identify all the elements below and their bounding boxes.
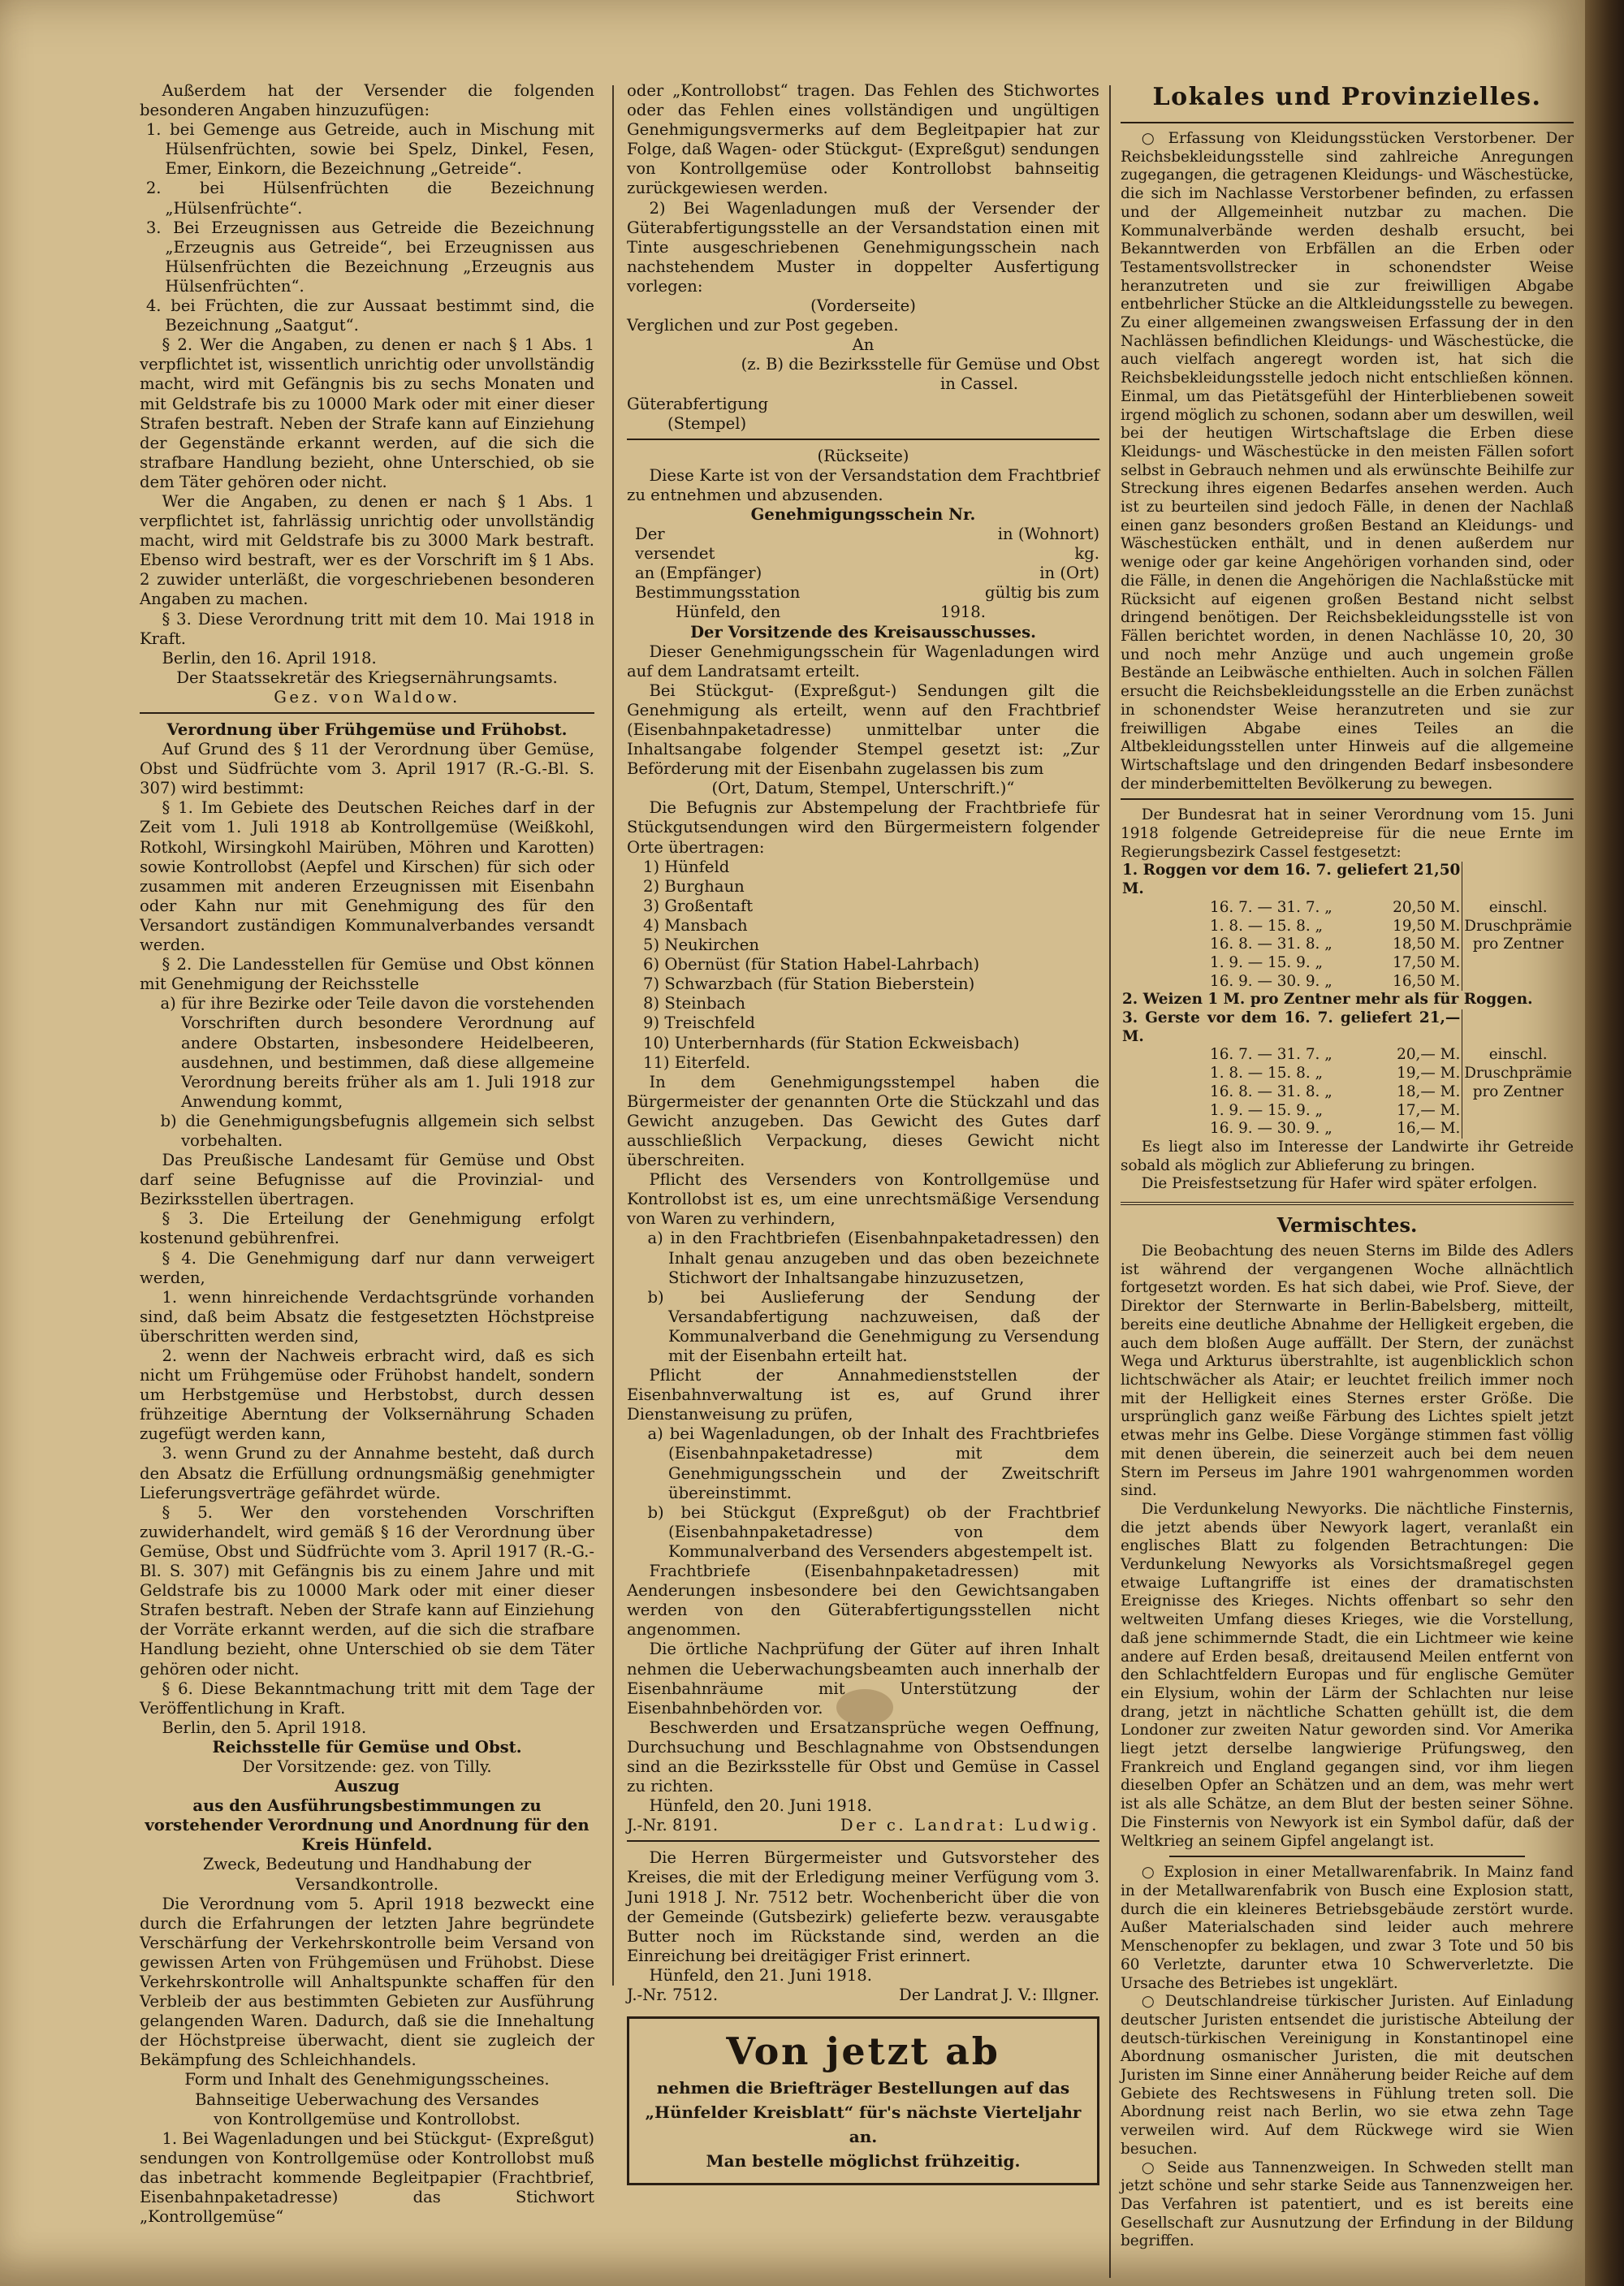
list-item: 1. wenn hinreichende Verdachtsgründe vorhanden sind, daß beim Absatz die festgesetzten Höchstpreise überschritten werden sind, <box>140 1287 594 1346</box>
paragraph: Diese Karte ist von der Versandstation dem Frachtbrief zu entnehmen und abzusenden. <box>627 465 1099 504</box>
list-item: b) bei Auslieferung der Sendung der Versandabfertigung nachzuweisen, daß der Kommunalverband die Genehmigung zu Versendung mit der Eisenbahn erteilt hat. <box>647 1287 1099 1365</box>
section-rule <box>627 1840 1099 1842</box>
section-subheading: Zweck, Bedeutung und Handhabung der Versandkontrolle. <box>202 1855 532 1894</box>
signature: Der Staatssekretär des Kriegsernährungsamts. <box>176 668 558 687</box>
table-cell: 16. 8. — 31. 8. „ <box>1210 936 1332 953</box>
paragraph: 2) Bei Wagenladungen muß der Versender der Güterabfertigungsstelle an der Versandstation einen mit Tinte ausgeschriebenen Genehmigungsschein nach nachstehendem Muster in doppelter Ausfertigung vorlegen: <box>627 198 1099 296</box>
form-row <box>635 525 1099 544</box>
paragraph: (Ort, Datum, Stempel, Unterschrift.)“ <box>711 779 1015 798</box>
signature: Reichsstelle für Gemüse und Obst. <box>212 1737 522 1757</box>
table-cell: 18,50 M. <box>1393 936 1461 953</box>
paragraph: Dieser Genehmigungsschein für Wagenladungen wird auf dem Landratsamt erteilt. <box>627 642 1099 681</box>
form-label: in (Ort) <box>1039 564 1099 583</box>
form-label: 1918. <box>939 603 986 622</box>
date-line: Berlin, den 5. April 1918. <box>162 1718 367 1737</box>
signature: Der Vorsitzende: gez. von Tilly. <box>242 1757 492 1776</box>
signature-row <box>627 1816 1099 1835</box>
section-subheading: aus den Ausführungsbestimmungen zu vorstehender Verordnung und Anordnung für den Kreis Hünfeld. <box>145 1796 590 1855</box>
table-cell: 17,50 M. <box>1393 953 1461 971</box>
reference-number: J.-Nr. 8191. <box>627 1816 719 1835</box>
list-item: 4) Mansbach <box>643 915 748 935</box>
table-cell: 19,50 M. <box>1393 917 1461 935</box>
list-item: 3. Bei Erzeugnissen aus Getreide die Bezeichnung „Erzeugnis aus Getreide“, bei Erzeugnissen aus Hülsenfrüchten die Bezeichnung „Erzeugnis aus Hülsenfrüchten“. <box>145 218 594 296</box>
table-row <box>1121 1009 1574 1046</box>
form-label: versendet <box>635 544 715 564</box>
table-cell: 16. 9. — 30. 9. „ <box>1210 972 1332 990</box>
table-cell: 2. Weizen 1 M. pro Zentner mehr als für Roggen. <box>1122 991 1533 1009</box>
section-subheading: Bahnseitige Ueberwachung des Versandes <box>195 2089 539 2109</box>
list-item: 4. bei Früchten, die zur Aussaat bestimmt sind, die Bezeichnung „Saatgut“. <box>145 296 594 335</box>
article: ○ Seide aus Tannenzweigen. In Schweden stellt man jetzt schöne und sehr starke Seide aus Tannenzweigen her. Das Verfahren ist patentiert, und es ist bereits eine Gesellschaft zur Ausnutzung der Erfindung in der Bildung begriffen. <box>1121 2159 1574 2250</box>
paragraph: § 1. Im Gebiete des Deutschen Reiches darf in der Zeit vom 1. Juli 1918 ab Kontrollgemüse (Weißkohl, Rotkohl, Wirsingkohl Mairüben, Möhren und Karotten) sowie Kontrollobst (Aepfel und Kirschen) für sich oder zusammen mit anderen Erzeugnissen mit Eisenbahn oder Kahn nur mit Genehmigung des für den Versandort zuständigen Kommunalverbandes versandt werden. <box>140 798 594 955</box>
paragraph: § 2. Die Landesstellen für Gemüse und Obst können mit Genehmigung der Reichsstelle <box>140 955 594 994</box>
section-rule <box>1121 122 1574 123</box>
paragraph: § 2. Wer die Angaben, zu denen er nach § 1 Abs. 1 verpflichtet ist, wissentlich unrichtig oder unvollständig macht, wird mit Gefängnis bis zu sechs Monaten und mit Geldstrafe bis zu 10000 Mark oder mit einer dieser Strafen bestraft. Neben der Strafe kann auf Einziehung der Gegenstände erkannt werden, auf die sich die strafbare Handlung bezieht, ohne Unterschied, ob sie dem Täter gehören oder nicht. <box>140 335 594 491</box>
section-rule <box>1121 1202 1574 1205</box>
table-cell: 16,50 M. <box>1393 972 1461 990</box>
town-list <box>627 858 1099 1073</box>
paragraph: § 6. Diese Bekanntmachung tritt mit dem Tage der Veröffentlichung in Kraft. <box>140 1679 594 1718</box>
table-cell: 16. 8. — 31. 8. „ <box>1210 1083 1332 1100</box>
list-item: a) für ihre Bezirke oder Teile davon die vorstehenden Vorschriften durch besondere Verordnung auf andere Obstarten, insbesondere Heidelbeeren, ausdehnen, und bestimmen, daß diese allgemeine Verordnung bereits früher als am 1. Juli 1918 zur Anwendung kommt, <box>160 994 594 1111</box>
form-line: Verglichen und zur Post gegeben. <box>627 316 899 335</box>
paragraph: Die örtliche Nachprüfung der Güter auf ihren Inhalt nehmen die Ueberwachungsbeamten auch innerhalb der Eisenbahnräume mit Unterstützung der Eisenbahnbehörden vor. <box>627 1640 1099 1718</box>
article: Die Verdunkelung Newyorks. Die nächtliche Finsternis, die jetzt abends über Newyork lagert, veranlaßt ein englisches Blatt zu folgenden Betrachtungen: Die Verdunkelung Newyorks als Vorsichtsmaßregel gegen etwaige Luftangriffe ist eines der dramatischsten Ereignisse des Krieges. Nichts offenbart so sehr den weltweiten Umfang dieses Krieges, wie die Vorstellung, daß jene schimmernde Stadt, die ein Lichtmeer wie keine andere auf Erden besaß, dreitausend Meilen entfernt von den Schlachtfeldern Europas und für englische Gemüter ein Elysium, wohin der Lärm der Schlachten nur leise drang, jetzt in nächtliche Schatten gehüllt ist, die dem Londoner zur zweiten Natur geworden sind. Vor Amerika liegt jetzt derselbe langwierige Prüfungsweg, den Frankreich und England gegangen sind, vor ihm liegen dieselben Opfer an Schätzen und an dem, was mehr wert ist als alle Schätze, an dem Blut der besten seiner Söhne. Die Finsternis von Newyork ist ein Symbol dafür, daß der Weltkrieg an seinem Gipfel angelangt ist. <box>1121 1500 1574 1850</box>
table-cell: 20,— M. <box>1397 1046 1461 1064</box>
list-item: 5) Neukirchen <box>643 936 760 955</box>
section-subheading: Form und Inhalt des Genehmigungsscheines. <box>184 2070 550 2089</box>
signature: Der c. Landrat: Ludwig. <box>840 1816 1099 1835</box>
reference-number: J.-Nr. 7512. <box>627 1986 719 2004</box>
paragraph: Die Befugnis zur Abstempelung der Frachtbriefe für Stückgutsendungen wird den Bürgermeistern folgender Orte übertragen: <box>627 798 1099 857</box>
list-item: 3. wenn Grund zu der Annahme besteht, daß durch den Absatz die Erfüllung ordnungsmäßig genehmigter Lieferungsverträge gefährdet würde. <box>140 1444 594 1502</box>
grain-price-table <box>1121 862 1574 1139</box>
paragraph: Die Preisfestsetzung für Hafer wird später erfolgen. <box>1141 1175 1538 1193</box>
ad-line: „Hünfelder Kreisblatt“ für's nächste Vierteljahr an. <box>645 2102 1082 2147</box>
form-rule <box>627 439 1099 440</box>
form-heading: Genehmigungsschein Nr. <box>750 504 976 524</box>
list-item: 7) Schwarzbach (für Station Bieberstein) <box>643 974 975 994</box>
paragraph: § 3. Diese Verordnung tritt mit dem 10. Mai 1918 in Kraft. <box>140 609 594 648</box>
form-label: an (Empfänger) <box>635 564 762 583</box>
section-title: Lokales und Provinzielles. <box>1152 83 1542 111</box>
paragraph: Die Herren Bürgermeister und Gutsvorsteher des Kreises, die mit der Erledigung meiner Verfügung vom 3. Juni 1918 J. Nr. 7512 betr. Wochenbericht über die von der Gemeinde (Gutsbezirk) gelieferte bezw. verausgabte Butter noch im Rückstande sind, werden an die Einreichung bei dreitägiger Frist erinnert. <box>627 1848 1099 1965</box>
list-item: 3) Großentaft <box>643 896 754 915</box>
list-item: 2) Burghaun <box>643 876 745 896</box>
section-heading: Auszug <box>335 1777 400 1796</box>
table-cell: 19,— M. <box>1397 1065 1461 1083</box>
paragraph: Wer die Angaben, zu denen er nach § 1 Abs. 1 verpflichtet ist, fahrlässig unrichtig oder unvollständig macht, wird mit Geldstrafe bis zu 3000 Mark bestraft. Ebenso wird bestraft, wer es der Vorschrift im § 1 Abs. 2 zuwider unterläßt, die vorgeschriebenen besonderen Angaben zu machen. <box>140 491 594 609</box>
paragraph: Bei Stückgut- (Expreßgut-) Sendungen gilt die Genehmigung als erteilt, wenn auf den Frachtbrief (Eisenbahnpaketadresse) unmittelbar unter die Inhaltsangabe folgender Stempel gesetzt ist: „Zur Beförderung mit der Eisenbahn zugelassen bis zum <box>627 681 1099 779</box>
section-title: Vermischtes. <box>1276 1213 1418 1238</box>
list-item: 6) Obernüst (für Station Habel-Lahrbach) <box>643 955 980 974</box>
form-row <box>635 603 1099 622</box>
list-item: 10) Unterbernhards (für Station Eckweisbach) <box>643 1033 1020 1052</box>
book-binding <box>1585 0 1624 2286</box>
table-cell: 16. 7. — 31. 7. „ <box>1210 1046 1332 1064</box>
list-item: 1. bei Gemenge aus Getreide, auch in Mischung mit Hülsenfrüchten, sowie bei Spelz, Dinkel, Fesen, Emer, Einkorn, die Bezeichnung „Getreide“. <box>145 120 594 179</box>
form-label: (Rückseite) <box>817 446 909 465</box>
form-line: An <box>852 335 875 355</box>
paragraph: § 3. Die Erteilung der Genehmigung erfolgt kostenund gebührenfrei. <box>140 1209 594 1248</box>
table-cell: 1. Roggen vor dem 16. 7. geliefert 21,50 M. <box>1122 862 1461 898</box>
table-cell: 16. 7. — 31. 7. „ <box>1210 898 1332 916</box>
list-item: 2. wenn der Nachweis erbracht wird, daß es sich nicht um Frühgemüse oder Frühobst handelt, sondern um Herbstgemüse und Herbstobst, durch dessen frühzeitige Aberntung der Volksernährung Schaden zugefügt werden kann, <box>140 1346 594 1444</box>
form-label: (Vorderseite) <box>810 296 916 316</box>
paragraph: § 4. Die Genehmigung darf nur dann verweigert werden, <box>140 1248 594 1287</box>
table-note: einschl. Druschprämie pro Zentner <box>1462 862 1574 991</box>
paragraph: Das Preußische Landesamt für Gemüse und Obst darf seine Befugnisse auf die Provinzial- und Bezirksstellen übertragen. <box>140 1151 594 1209</box>
paragraph: In dem Genehmigungsstempel haben die Bürgermeister der genannten Orte die Stückzahl und das Gewicht anzugeben. Das Gewicht des Gutes darf ausschließlich Verpackung, dieses Gewicht nicht überschreiten. <box>627 1072 1099 1170</box>
article: ○ Explosion in einer Metallwarenfabrik. In Mainz fand in der Metallwarenfabrik von Busch eine Explosion statt, durch die ein kleineres Betriebsgebäude zerstört wurde. Außer Materialschaden sind leider auch mehrere Menschenopfer zu beklagen, und zwar 3 Tote und 50 bis 60 Verletzte, darunter etwa 10 Schwerverletzte. Die Ursache des Betriebes ist ungeklärt. <box>1121 1864 1574 1992</box>
form-row <box>635 544 1099 564</box>
paragraph: § 5. Wer den vorstehenden Vorschriften zuwiderhandelt, wird gemäß § 16 der Verordnung über Gemüse, Obst und Südfrüchte vom 3. April 1917 (R.-G.-Bl. S. 307) mit Gefängnis bis zu einem Jahre und mit Geldstrafe bis zu 10000 Mark oder mit einer dieser Strafen bestraft. Neben der Strafe kann auf Einziehung der Vorräte erkannt werden, auf die sich die strafbare Handlung bezieht, ohne Unterschied ob sie dem Täter gehören oder nicht. <box>140 1502 594 1679</box>
table-cell: 20,50 M. <box>1393 898 1461 916</box>
paragraph: Auf Grund des § 11 der Verordnung über Gemüse, Obst und Südfrüchte vom 3. April 1917 (R.-G.-Bl. S. 307) wird bestimmt: <box>140 740 594 798</box>
form-line: (Stempel) <box>667 413 747 433</box>
form-line: (z. B) die Bezirksstelle für Gemüse und Obst <box>741 355 1099 374</box>
section-rule <box>140 712 594 714</box>
article-rule <box>1169 1856 1525 1857</box>
section-subheading: von Kontrollgemüse und Kontrollobst. <box>214 2109 520 2128</box>
table-cell: 1. 9. — 15. 9. „ <box>1210 953 1324 971</box>
ad-line: nehmen die Briefträger Bestellungen auf das <box>656 2078 1070 2098</box>
form-label: Bestimmungsstation <box>635 583 801 603</box>
table-cell: 18,— M. <box>1397 1083 1461 1100</box>
section-heading: Verordnung über Frühgemüse und Frühobst. <box>166 720 568 739</box>
article: Die Beobachtung des neuen Sterns im Bilde des Adlers ist während der vergangenen Woche allnächtlich fortgesetzt worden. Es hat sich dabei, wie Prof. Sieve, der Direktor der Sternwarte in Berlin-Babelsberg, mitteilt, bereits eine deutliche Abnahme der Helligkeit ergeben, die auch dem bloßen Auge auffällt. Der Stern, der zunächst Wega und Arkturus überstrahlte, ist augenblicklich schon lichtschwächer als Atair; er leuchtet freilich immer noch mit der Helligkeit eines Sternes erster Größe. Die ursprünglich ganz weiße Färbung des Lichtes spielt jetzt etwas mehr ins Gelbe. Diese Vorgänge stimmen fast völlig mit denen überein, die seinerzeit auch bei dem neuen Stern im Perseus im Jahre 1901 wahrgenommen worden sind. <box>1121 1242 1574 1500</box>
table-cell: 1. 8. — 15. 8. „ <box>1210 917 1324 935</box>
section-rule <box>1121 798 1574 800</box>
list-item: b) bei Stückgut (Expreßgut) ob der Frachtbrief (Eisenbahnpaketadresse) von dem Kommunalverband des Versenders abgestempelt ist. <box>647 1502 1099 1561</box>
column-divider <box>612 85 614 1986</box>
form-line: in Cassel. <box>940 374 1018 394</box>
list-item: 2. bei Hülsenfrüchten die Bezeichnung „Hülsenfrüchte“. <box>145 179 594 218</box>
signature-row <box>627 1986 1099 2005</box>
paragraph: Die Verordnung vom 5. April 1918 bezweckt eine durch die Erfahrungen der letzten Jahre begründete Verschärfung der Verkehrskontrolle beim Versand von gewissen Arten von Frühgemüsen und Frühobst. Diese Verkehrskontrolle will Anhaltspunkte schaffen für den Verbleib der aus bestimmten Gebieten zur Ausführung gelangenden Waren. Dadurch, daß sie die Innehaltung der Höchstpreise überwacht, dient sie zugleich der Bekämpfung des Schleichhandels. <box>140 1894 594 2070</box>
paragraph: Beschwerden und Ersatzansprüche wegen Oeffnung, Durchsuchung und Beschlagnahme von Obstsendungen sind an die Bezirksstelle für Obst und Gemüse in Cassel zu richten. <box>627 1718 1099 1796</box>
form-label: kg. <box>1074 544 1099 564</box>
article: ○ Deutschlandreise türkischer Juristen. Auf Einladung deutscher Juristen entsendet die juristische Abteilung der deutsch-türkischen Vereinigung in Konstantinopel eine Abordnung osmanischer Juristen, die mit deutschen Juristen im Sinne einer Annäherung beider Reiche auf dem Gebiete des Rechtswesens in Fühlung treten soll. Die Abordnung reist nach Berlin, wo sie etwa zehn Tage verweilen wird. Auf dem Rückwege wird sie Wien besuchen. <box>1121 1993 1574 2158</box>
paragraph: 1. Bei Wagenladungen und bei Stückgut- (Expreßgut) sendungen von Kontrollgemüse oder Kontrollobst muß das inbetracht kommende Begleitpapier (Frachtbrief, Eisenbahnpaketadresse) das Stichwort „Kontrollgemüse“ <box>140 2128 594 2227</box>
form-row <box>635 583 1099 603</box>
list-item: 1) Hünfeld <box>643 857 730 876</box>
column-middle <box>627 81 1099 2185</box>
list-item: 11) Eiterfeld. <box>643 1052 751 1072</box>
ad-line: Man bestelle möglichst frühzeitig. <box>706 2151 1021 2171</box>
paper-stain <box>836 1689 893 1726</box>
form-line: Güterabfertigung <box>627 394 769 413</box>
paragraph: oder „Kontrollobst“ tragen. Das Fehlen des Stichwortes oder das Fehlen eines vollständigen und ungültigen Genehmigungsvermerks auf dem Begleitpapier hat zur Folge, daß Wagen- oder Stückgut- (Expreßgut) sendungen von Kontrollgemüse oder Kontrollobst bahnseitig zurückgewiesen werden. <box>627 81 1099 198</box>
date-line: Berlin, den 16. April 1918. <box>162 648 377 668</box>
signature: Gez. von Waldow. <box>274 687 460 707</box>
table-cell: 3. Gerste vor dem 16. 7. geliefert 21,— M. <box>1122 1009 1461 1045</box>
signature: Der Landrat J. V.: Illgner. <box>899 1986 1099 2004</box>
table-cell: 16,— M. <box>1397 1120 1461 1138</box>
table-cell: 17,— M. <box>1397 1101 1461 1119</box>
list-item: 8) Steinbach <box>643 994 745 1013</box>
article: ○ Erfassung von Kleidungsstücken Verstorbener. Der Reichsbekleidungsstelle sind zahlreiche Anregungen zugegangen, die getragenen Kleidungs- und Wäschestücke, die sich im Nachlasse Verstorbener befinden, zu erfassen und der Allgemeinheit nutzbar zu machen. Die Kommunalverbände werden deshalb ersucht, bei Bekanntwerden von Erbfällen an die Erben oder Testamentsvollstrecker in schonendster Weise heranzutreten und sie zur freiwilligen Abgabe entbehrlicher Stücke an die Altkleidungsstelle zu bewegen. Zu einer allgemeinen zwangsweisen Erfassung der in den Nachlässen befindlichen Kleidungs- und Wäschestücke, die auch vielfach angeregt worden ist, hat sich die Reichsbekleidungsstelle jedoch nicht entschließen können. Einmal, um das Pietätsgefühl der Hinterbliebenen soweit irgend möglich zu schonen, sodann aber um deswillen, weil bei der heutigen Wirtschaftslage die Erben diese Kleidungs- und Wäschestücke in den meisten Fällen sofort selbst in Gebrauch nehmen und als erwünschte Beihilfe zur Streckung ihres eigenen Bedarfes ansehen werden. Auch ist zu beurteilen sind jedoch Fälle, in denen der Nachlaß einen ganz besonders großen Bestand an Kleidungs- und Wäschestücken enthält, und in denen außerdem nur wenige oder gar keine Angehörigen vorhanden sind, oder die Fälle, in denen die Angehörigen die Nachlaßstücke mit Rücksicht auf eigenen großen Bestand nicht selbst dringend benötigen. Der Reichsbekleidungsstelle ist von Fällen berichtet worden, in denen Nachlässe 10, 20, 30 und noch mehr Anzüge und auch ungemein große Bestände an Leibwäsche enthielten. Auch in solchen Fällen ersucht die Reichsbekleidungsstelle an die Erben zunächst in schonendster Weise heranzutreten und sie zur freiwilligen Abgabe eines Teiles an die Altbekleidungsstellen unter Hinweis auf die allgemeine Wirtschaftslage und den dringenden Bedarf insbesondere der minderbemittelten Bevölkerung zu bewegen. <box>1121 130 1574 793</box>
column-right <box>1121 81 1574 2251</box>
form-label: Der <box>635 525 665 544</box>
table-note: einschl. Druschprämie pro Zentner <box>1462 1009 1574 1139</box>
permit-form <box>627 525 1099 622</box>
table-row <box>1121 862 1574 898</box>
paragraph: Es liegt also im Interesse der Landwirte ihr Getreide sobald als möglich zur Ablieferung zu bringen. <box>1121 1138 1574 1174</box>
list-item: 9) Treischfeld <box>643 1013 755 1033</box>
form-label: gültig bis zum <box>985 583 1099 603</box>
paragraph: Frachtbriefe (Eisenbahnpaketadressen) mit Aenderungen insbesondere bei den Gewichtsangaben werden von den Güterabfertigungsstellen nicht angenommen. <box>627 1562 1099 1640</box>
column-left <box>140 81 594 2227</box>
list-item: b) die Genehmigungsbefugnis allgemein sich selbst vorbehalten. <box>160 1111 594 1150</box>
list-item: a) bei Wagenladungen, ob der Inhalt des Frachtbriefes (Eisenbahnpaketadresse) mit dem Genehmigungsschein und der Zweitschrift übereinstimmt. <box>647 1424 1099 1502</box>
form-label: in (Wohnort) <box>997 525 1099 544</box>
date-line: Hünfeld, den 21. Juni 1918. <box>649 1965 872 1985</box>
table-cell: 16. 9. — 30. 9. „ <box>1210 1120 1332 1138</box>
table-row <box>1121 991 1574 1009</box>
paragraph: Pflicht der Annahmedienststellen der Eisenbahnverwaltung ist es, auf Grund ihrer Dienstanweisung zu prüfen, <box>627 1366 1099 1424</box>
list-item: a) in den Frachtbriefen (Eisenbahnpaketadressen) den Inhalt genau anzugeben und das oben bezeichnete Stichwort der Inhaltsangabe hinzuzusetzen, <box>647 1229 1099 1287</box>
date-line: Hünfeld, den 20. Juni 1918. <box>649 1796 872 1816</box>
column-divider <box>1109 85 1111 2278</box>
table-cell: 1. 9. — 15. 9. „ <box>1210 1101 1324 1119</box>
paragraph: Pflicht des Versenders von Kontrollgemüse und Kontrollobst ist es, um eine unrechtsmäßige Versendung von Waren zu verhindern, <box>627 1170 1099 1229</box>
paragraph: Außerdem hat der Versender die folgenden besonderen Angaben hinzuzufügen: <box>140 81 594 120</box>
signature: Der Vorsitzende des Kreisausschusses. <box>690 622 1036 642</box>
form-label: Hünfeld, den <box>676 603 781 622</box>
table-cell: 1. 8. — 15. 8. „ <box>1210 1065 1324 1083</box>
form-row <box>635 564 1099 583</box>
ad-headline: Von jetzt ab <box>726 2029 1000 2074</box>
subscription-ad <box>627 2016 1099 2185</box>
paragraph: Der Bundesrat hat in seiner Verordnung vom 15. Juni 1918 folgende Getreidepreise für die neue Ernte im Regierungsbezirk Cassel festgesetzt: <box>1121 806 1574 861</box>
